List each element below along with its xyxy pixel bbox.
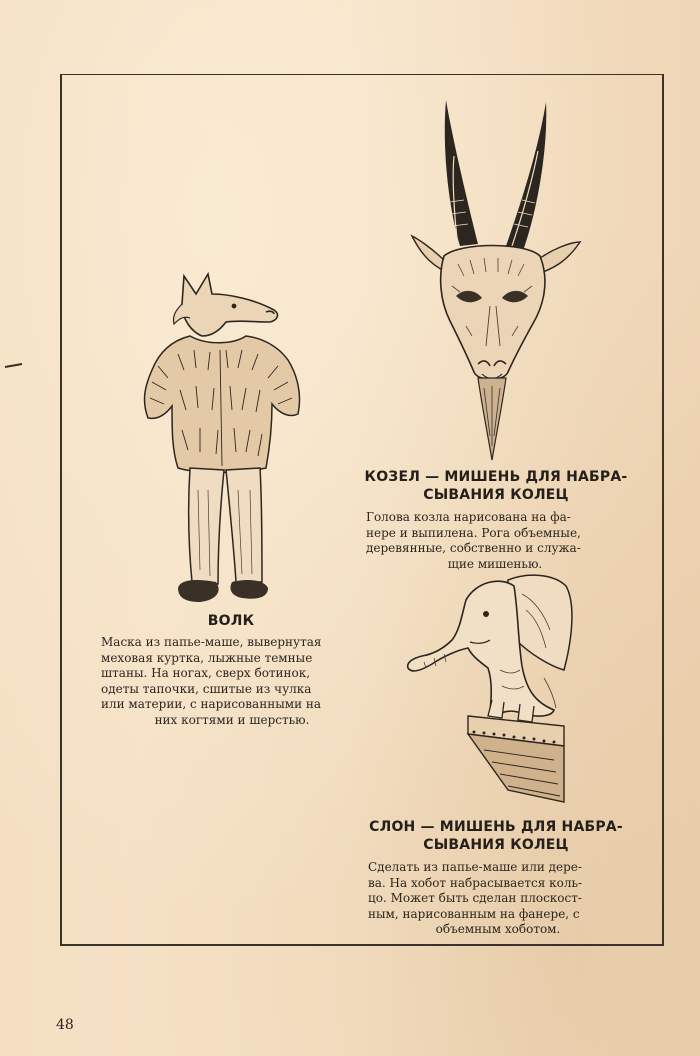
page-number: 48 xyxy=(56,1017,74,1033)
goat-head-illustration xyxy=(408,96,588,466)
wolf-text-line: или материи, с нарисованными на xyxy=(101,697,322,711)
elephant-text-line: ным, нарисованным на фанере, с xyxy=(368,906,580,921)
goat-text-line: щие мишенью. xyxy=(447,556,543,571)
wolf-text-line: одеты тапочки, сшитые из чулка xyxy=(101,681,312,696)
wolf-costume-illustration xyxy=(138,270,308,606)
elephant-heading xyxy=(362,818,630,854)
wolf-description xyxy=(101,635,363,728)
goat-text-line: Голова козла нарисована на фа- xyxy=(366,510,571,524)
goat-heading-line: КОЗЕЛ — МИШЕНЬ ДЛЯ НАБРА- xyxy=(364,469,628,485)
wolf-text-line: Маска из папье-маше, вывернутая xyxy=(101,635,322,649)
elephant-text-line: Сделать из папье-маше или дере- xyxy=(368,860,582,874)
wolf-text-line: меховая куртка, лыжные темные xyxy=(101,650,313,665)
wolf-text-line: штаны. На ногах, сверх ботинок, xyxy=(101,666,311,680)
goat-text-line: нере и выпилена. Рога объемные, xyxy=(366,525,581,540)
elephant-description xyxy=(368,860,628,938)
wolf-heading-text: ВОЛК xyxy=(207,613,255,629)
goat-description xyxy=(366,510,624,572)
wolf-text-line: них когтями и шерстью. xyxy=(154,712,310,727)
elephant-heading-line: СЛОН — МИШЕНЬ ДЛЯ НАБРА- xyxy=(369,819,623,835)
wolf-heading xyxy=(98,612,364,630)
elephant-target-illustration xyxy=(404,570,580,810)
elephant-text-line: цо. Может быть сделан плоскост- xyxy=(368,891,582,905)
goat-heading-line: СЫВАНИЯ КОЛЕЦ xyxy=(423,487,569,503)
elephant-heading-line: СЫВАНИЯ КОЛЕЦ xyxy=(423,837,569,853)
elephant-text-line: объемным хоботом. xyxy=(435,922,561,936)
goat-heading xyxy=(362,468,630,504)
goat-text-line: деревянные, собственно и служа- xyxy=(366,541,581,555)
ink-speck xyxy=(4,362,24,370)
elephant-text-line: ва. На хобот набрасывается коль- xyxy=(368,875,583,890)
